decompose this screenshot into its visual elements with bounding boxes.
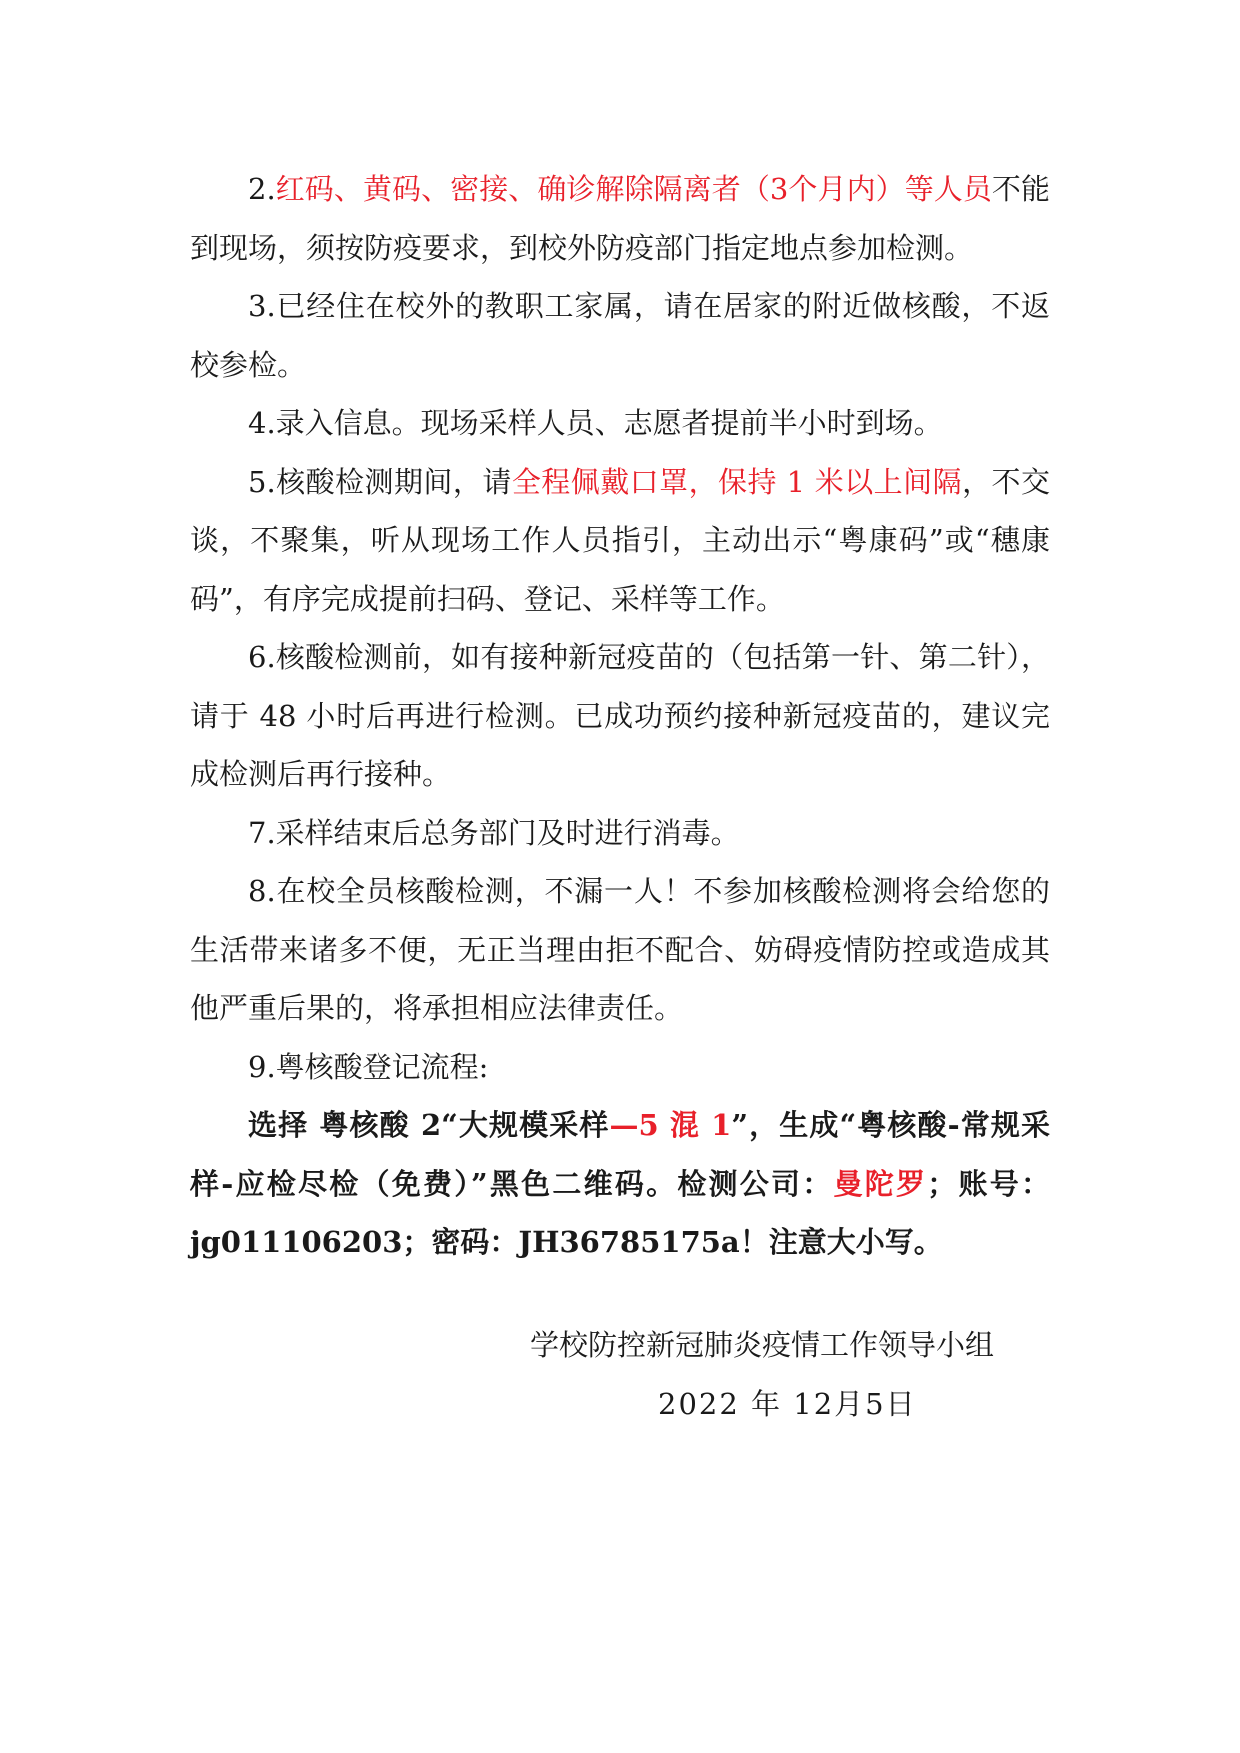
instructions-mix-ratio: —5 混 1 (609, 1108, 732, 1142)
item-5-text-pre: 5.核酸检测期间，请 (248, 464, 512, 499)
instructions-select: 选择 粤核酸 2“大规模采样 (248, 1108, 610, 1142)
item-6: 6.核酸检测前，如有接种新冠疫苗的（包括第一针、第二针），请于 48 小时后再进行检测。已成功预约接种新冠疫苗的，建议完成检测后再行接种。 (190, 640, 1050, 791)
item-5-highlight: 全程佩戴口罩，保持 1 米以上间隔 (511, 464, 963, 499)
testing-company: 曼陀罗 (833, 1166, 928, 1201)
signing-date: 2022 年 12月5日 (658, 1386, 917, 1421)
item-3: 3.已经住在校外的教职工家属，请在居家的附近做核酸，不返校参检。 (190, 289, 1050, 382)
signature-block (530, 1316, 1050, 1433)
item-8: 8.在校全员核酸检测，不漏一人！不参加核酸检测将会给您的生活带来诸多不便，无正当理由拒不配合、妨碍疫情防控或造成其他严重后果的，将承担相应法律责任。 (190, 874, 1050, 1025)
item-2-text: 不能到现场，须按防疫要求，到校外防疫部门指定地点参加检测。 (190, 172, 1050, 265)
item-4: 4.录入信息。现场采样人员、志愿者提前半小时到场。 (248, 406, 943, 440)
item-2-number: 2. (248, 172, 276, 206)
signing-organization: 学校防控新冠肺炎疫情工作领导小组 (530, 1328, 995, 1362)
notice-body (190, 160, 1050, 1272)
item-5-text-post: ，不交谈，不聚集，听从现场工作人员指引，主动出示“粤康码”或“穗康码”，有序完成提前扫码、登记、采样等工作。 (190, 464, 1050, 616)
item-5 (190, 453, 1050, 629)
registration-instructions (190, 1096, 1050, 1272)
item-7: 7.采样结束后总务部门及时进行消毒。 (248, 815, 740, 850)
account-credentials: ；账号：jg011106203；密码：JH36785175a！注意大小写。 (190, 1166, 1050, 1259)
instructions-generate: ”，生成“粤核酸-常规采样-应检尽检（免费）”黑色二维码。检测公司： (190, 1108, 1050, 1201)
item-2-highlight: 红码、黄码、密接、确诊解除隔离者（3个月内）等人员 (275, 172, 992, 206)
item-2 (190, 160, 1050, 277)
item-9: 9.粤核酸登记流程: (248, 1049, 489, 1084)
